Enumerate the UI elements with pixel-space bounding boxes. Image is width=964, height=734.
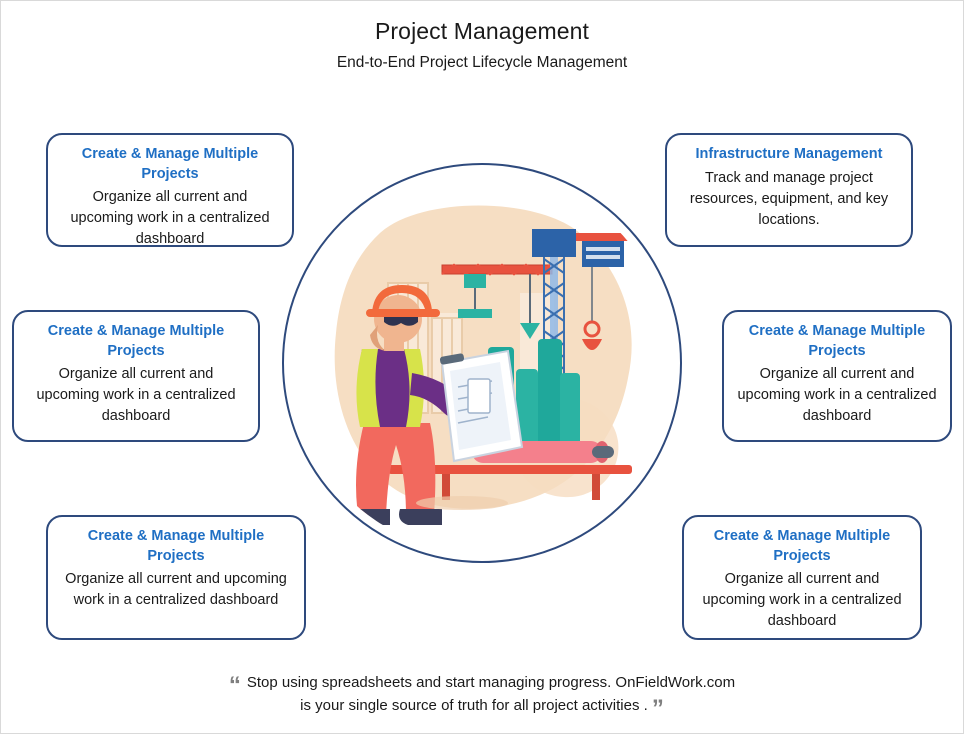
callout-card-body: Organize all current and upcoming work in a centralized dashboard bbox=[737, 366, 937, 425]
callout-card-body: Organize all current and upcoming work in a centralized dashboard bbox=[702, 571, 902, 630]
callout-card-top-left[interactable] bbox=[46, 133, 294, 247]
callout-card-body: Organize all current and upcoming work in a centralized dashboard bbox=[70, 189, 270, 248]
footer-quote-line-2 bbox=[0, 694, 964, 722]
page-header bbox=[0, 18, 964, 72]
callout-card-title: Create & Manage Multiple Projects bbox=[713, 528, 891, 564]
callout-card-middle-right[interactable] bbox=[722, 310, 952, 442]
callout-card-middle-left[interactable] bbox=[12, 310, 260, 442]
construction-illustration bbox=[292, 173, 672, 553]
page-subtitle: End-to-End Project Lifecycle Management bbox=[336, 54, 628, 71]
footer-quote bbox=[0, 672, 964, 722]
callout-card-body: Track and manage project resources, equipment, and key locations. bbox=[689, 169, 889, 228]
page-title: Project Management bbox=[374, 18, 590, 44]
footer-quote-text-1: Stop using spreadsheets and start managing progress. OnFieldWork.com bbox=[246, 674, 736, 691]
callout-card-title: Create & Manage Multiple Projects bbox=[81, 146, 259, 182]
callout-card-bottom-right[interactable] bbox=[682, 515, 922, 640]
footer-quote-text-2: is your single source of truth for all project activities . bbox=[300, 696, 648, 714]
callout-card-title: Create & Manage Multiple Projects bbox=[87, 528, 265, 564]
quote-close-icon: ” bbox=[651, 694, 664, 722]
callout-card-body: Organize all current and upcoming work in a centralized dashboard bbox=[65, 571, 287, 609]
callout-card-top-right[interactable] bbox=[665, 133, 913, 247]
quote-open-icon: “ bbox=[228, 672, 241, 699]
callout-card-bottom-left[interactable] bbox=[46, 515, 306, 640]
footer-quote-line-1 bbox=[0, 672, 964, 699]
callout-card-title: Create & Manage Multiple Projects bbox=[47, 323, 225, 359]
callout-card-body: Organize all current and upcoming work in a centralized dashboard bbox=[36, 366, 236, 425]
callout-card-title: Infrastructure Management bbox=[695, 146, 883, 162]
callout-card-title: Create & Manage Multiple Projects bbox=[748, 323, 926, 359]
